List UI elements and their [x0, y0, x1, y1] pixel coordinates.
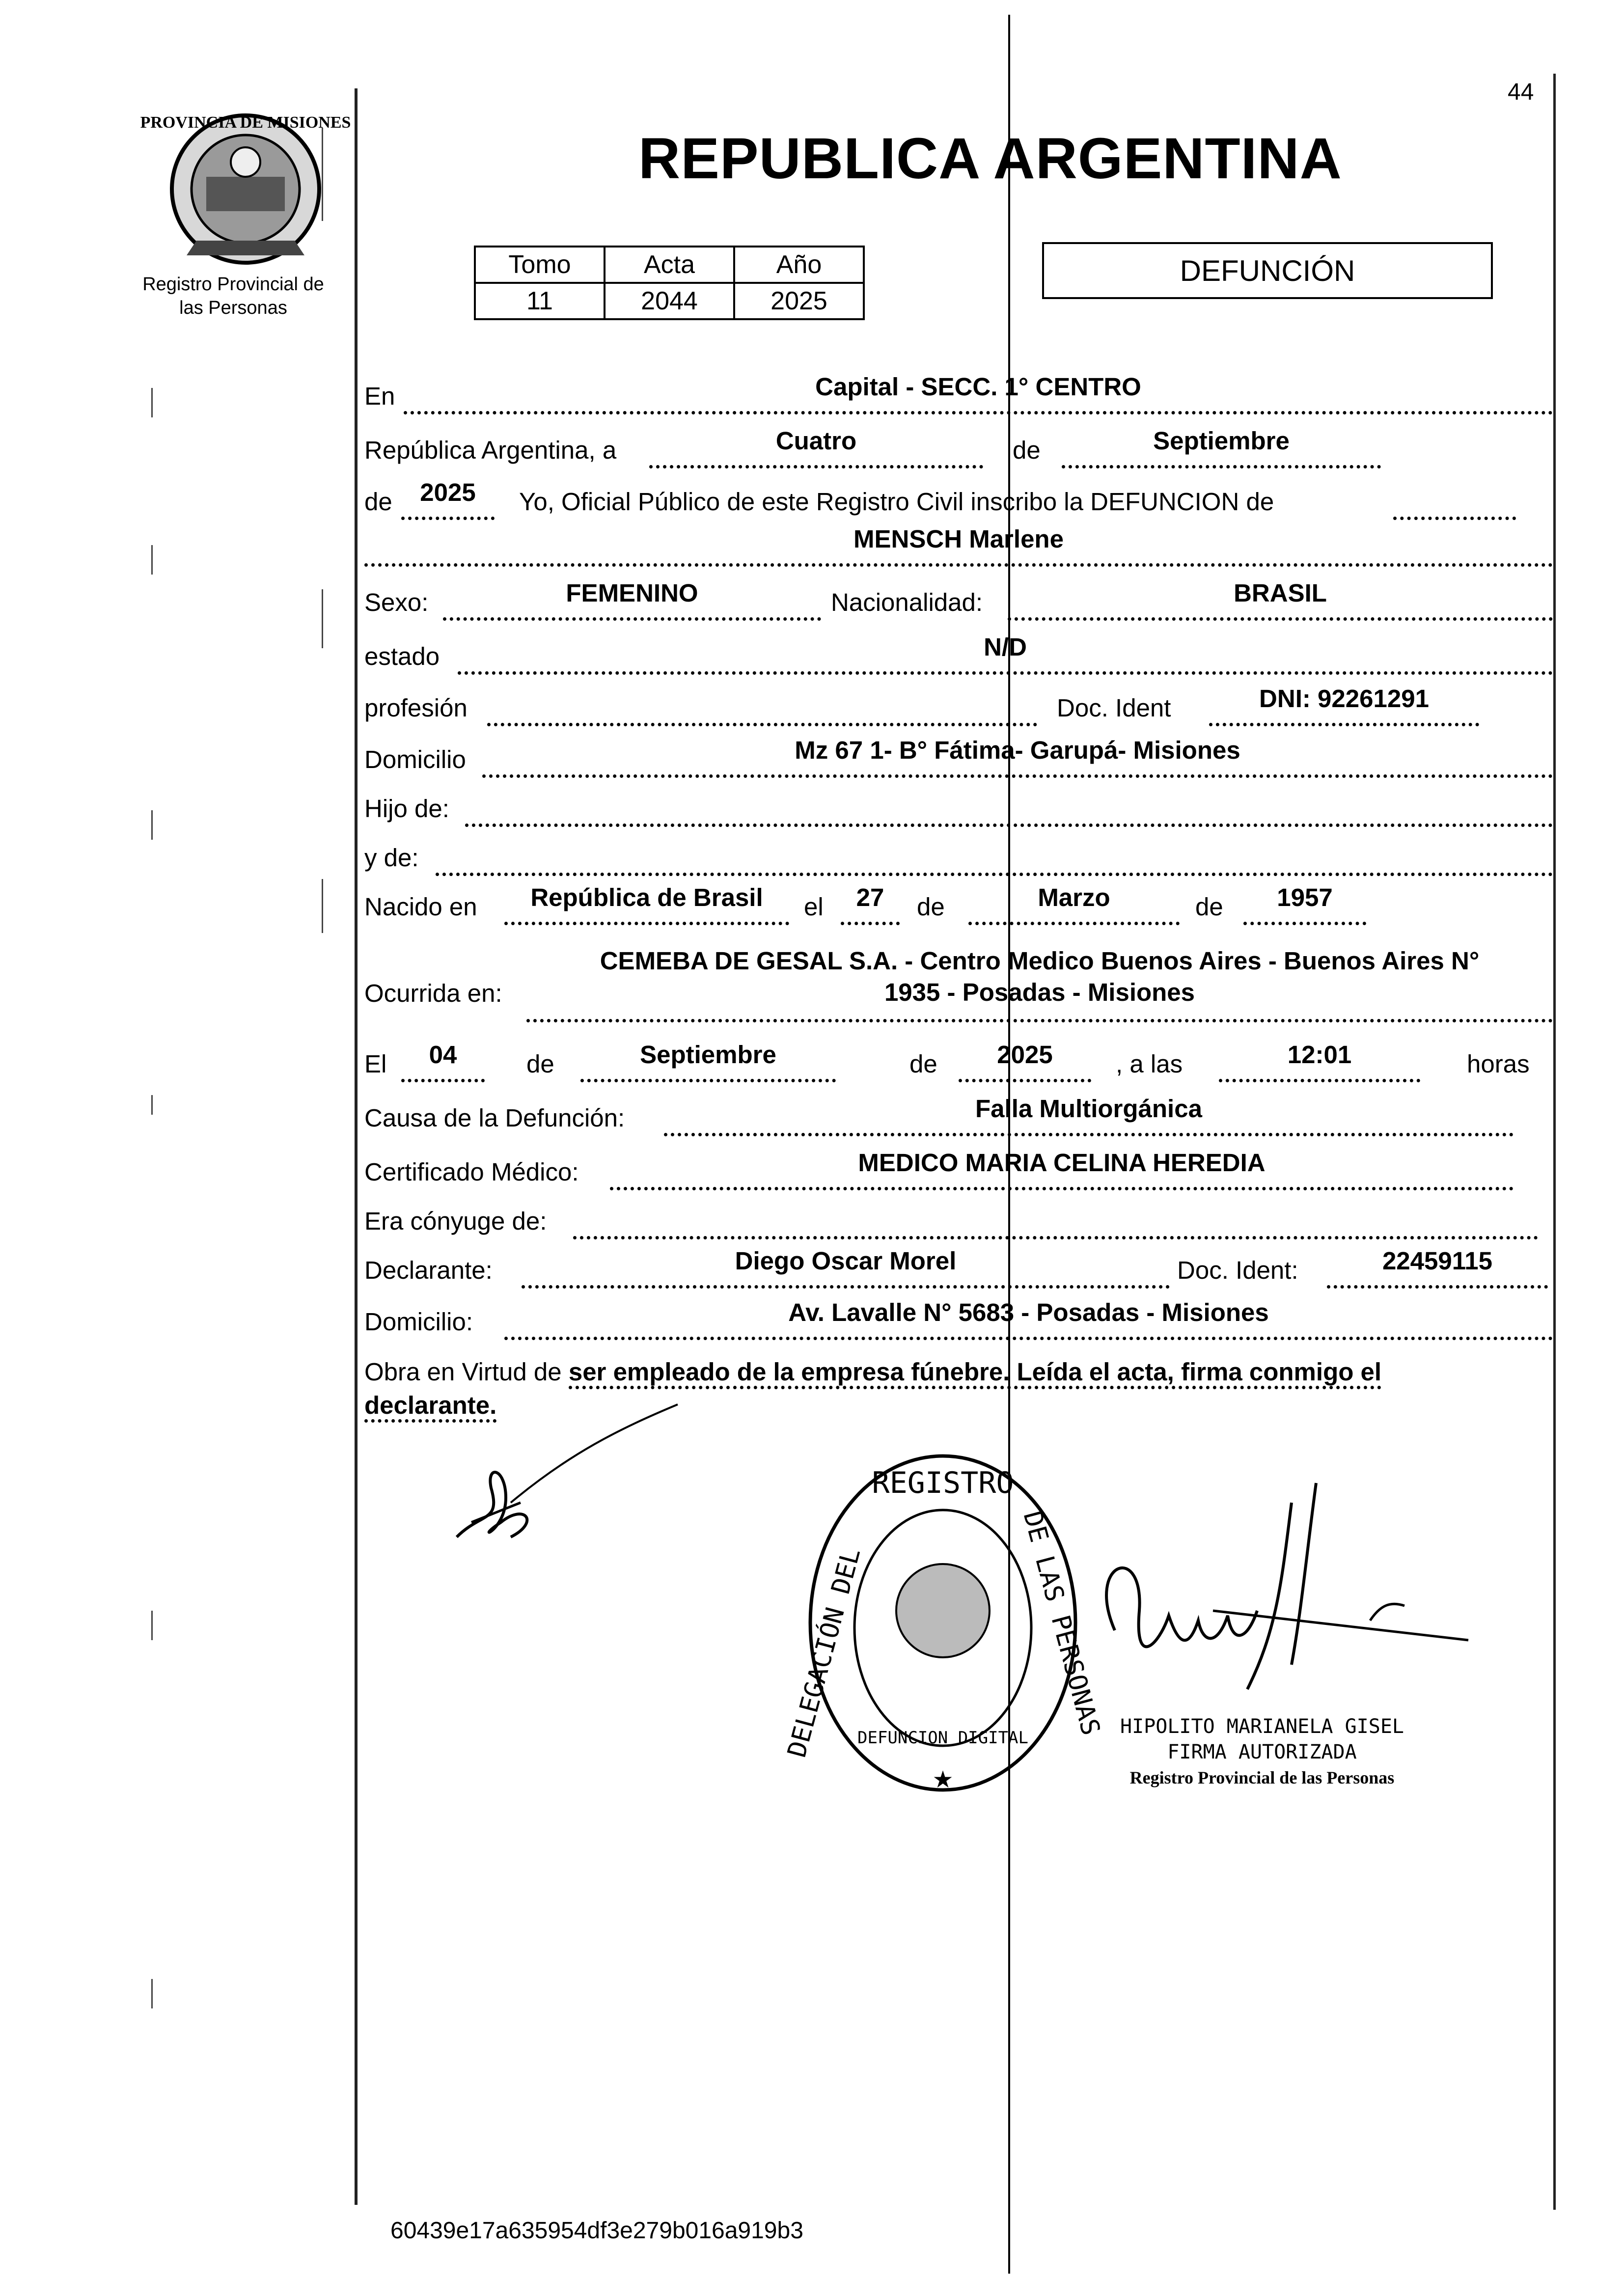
label-profesion: profesión [364, 694, 468, 722]
value-lugar: Capital - SECC. 1° CENTRO [815, 373, 1141, 401]
row-anio-oficial [364, 474, 1553, 523]
field-fecha-anio [959, 1040, 1091, 1082]
row-certificado [364, 1144, 1553, 1193]
value-ocurrida-line: 1935 - Posadas - Misiones [884, 978, 1195, 1006]
label-ocurrida-en: Ocurrida en: [364, 979, 502, 1007]
value-causa: Falla Multiorgánica [975, 1095, 1202, 1123]
label-doc-ident: Doc. Ident: [1177, 1256, 1298, 1284]
label-de: de [1195, 893, 1223, 921]
value-nac-anio: 1957 [1277, 883, 1333, 911]
field-dia [649, 426, 983, 468]
label-nacionalidad: Nacionalidad: [831, 588, 983, 616]
field-sexo [443, 578, 821, 621]
row-lugar [364, 368, 1553, 417]
value-declarante: Diego Oscar Morel [735, 1247, 957, 1275]
official-stamp [782, 1449, 1106, 1802]
value-doc: DNI: 92261291 [1259, 685, 1429, 713]
field-declarante [522, 1246, 1170, 1289]
field-anio [401, 477, 495, 520]
field-nac-dia [841, 882, 900, 925]
label-causa: Causa de la Defunción: [364, 1104, 625, 1132]
label-horas: horas [1467, 1050, 1530, 1078]
row-fecha-defuncion [364, 1036, 1553, 1085]
label-de: de [364, 488, 392, 516]
acta-header: Acta [605, 247, 734, 283]
label-declarante: Declarante: [364, 1256, 493, 1284]
margin-mark [151, 1095, 153, 1115]
value-domicilio: Mz 67 1- B° Fátima- Garupá- Misiones [795, 736, 1240, 764]
value-domicilio-declarante: Av. Lavalle N° 5683 - Posadas - Misiones [788, 1298, 1269, 1326]
field-nacionalidad [1008, 578, 1553, 621]
field-estado [458, 632, 1553, 675]
acta-value: 2044 [605, 283, 734, 319]
field-blank [1393, 477, 1516, 520]
anio-value: 2025 [734, 283, 864, 319]
value-nac-mes: Marzo [1038, 883, 1110, 911]
row-declarante [364, 1242, 1553, 1291]
official-name: HIPOLITO MARIANELA GISEL [1120, 1715, 1404, 1738]
label-conyuge: Era cónyuge de: [364, 1207, 547, 1235]
stamp-star-icon: ★ [932, 1767, 954, 1793]
label-de: de [1013, 436, 1041, 464]
label-a-las: , a las [1116, 1050, 1183, 1078]
row-estado [364, 629, 1553, 678]
label-obra: Obra en Virtud de [364, 1358, 562, 1386]
value-dia: Cuatro [775, 427, 857, 455]
label-el: el [804, 893, 824, 921]
field-mes [1062, 426, 1381, 468]
tomo-header: Tomo [475, 247, 605, 283]
field-profesion [487, 684, 1037, 726]
row-fallecido [364, 521, 1553, 570]
left-margin-rule [355, 88, 358, 2205]
field-fecha-dia [401, 1040, 485, 1082]
value-declarante-doc: 22459115 [1382, 1247, 1493, 1275]
document-title: REPUBLICA ARGENTINA [638, 126, 1342, 191]
field-causa [664, 1094, 1514, 1136]
margin-mark [322, 879, 323, 933]
label-de: de [909, 1050, 937, 1078]
label-nacido-en: Nacido en [364, 893, 477, 921]
provincial-seal [140, 108, 351, 270]
label-yo-oficial: Yo, Oficial Público de este Registro Civil inscribo la DEFUNCION de [519, 488, 1274, 516]
row-domicilio-declarante [364, 1294, 1553, 1343]
official-org: Registro Provincial de las Personas [1129, 1768, 1395, 1787]
field-domicilio-declarante [504, 1297, 1553, 1340]
stamp-text-top: REGISTRO [872, 1466, 1014, 1500]
label-hijo-de: Hijo de: [364, 795, 449, 823]
issuer-caption-line: las Personas [179, 298, 287, 318]
field-domicilio [482, 735, 1553, 778]
margin-mark [151, 810, 153, 840]
official-role: FIRMA AUTORIZADA [1167, 1741, 1357, 1763]
field-ocurrida-underline [526, 1019, 1553, 1022]
misiones-seal-icon [140, 108, 351, 270]
row-ocurrida [364, 945, 1553, 1034]
row-profesion [364, 680, 1553, 729]
stamp-text-inner: DEFUNCION DIGITAL [857, 1728, 1028, 1748]
value-anio: 2025 [420, 478, 476, 506]
value-fecha-dia: 04 [429, 1041, 457, 1069]
field-y-de [436, 833, 1553, 876]
value-obra-end: declarante. [364, 1391, 496, 1423]
label-domicilio: Domicilio [364, 745, 466, 773]
value-fecha-mes: Septiembre [640, 1041, 776, 1069]
field-declarante-doc [1327, 1246, 1548, 1289]
field-hora [1219, 1040, 1420, 1082]
official-signature [1085, 1483, 1488, 1719]
margin-mark [151, 1979, 153, 2008]
value-fallecido: MENSCH Marlene [853, 525, 1064, 553]
record-type-box: DEFUNCIÓN [1042, 242, 1493, 299]
value-estado: N/D [984, 633, 1027, 661]
row-y-de [364, 830, 1553, 879]
field-hijo-de [465, 784, 1553, 827]
document-hash: 60439e17a635954df3e279b016a919b3 [390, 2218, 803, 2244]
value-ocurrida-line: CEMEBA DE GESAL S.A. - Centro Medico Buenos Aires - Buenos Aires N° [600, 947, 1480, 975]
value-sexo: FEMENINO [566, 579, 698, 607]
value-certificado: MEDICO MARIA CELINA HEREDIA [858, 1149, 1266, 1177]
margin-mark [151, 388, 153, 417]
margin-mark [151, 545, 153, 575]
issuer-caption-line: Registro Provincial de [142, 274, 324, 295]
field-nac-anio [1243, 882, 1366, 925]
label-certificado: Certificado Médico: [364, 1158, 579, 1186]
stamp-text-left: DELEGACIÓN DEL [782, 1545, 867, 1761]
label-de: de [917, 893, 945, 921]
label-doc-ident: Doc. Ident [1057, 694, 1171, 722]
label-republica-a: República Argentina, a [364, 436, 617, 464]
row-conyuge [364, 1193, 1553, 1242]
value-nac-dia: 27 [856, 883, 884, 911]
value-fecha-anio: 2025 [997, 1041, 1053, 1069]
row-causa [364, 1090, 1553, 1139]
field-fecha-mes [580, 1040, 836, 1082]
margin-mark [322, 589, 323, 648]
row-sexo [364, 575, 1553, 624]
row-fecha-acta [364, 422, 1553, 471]
value-ocurrida [526, 945, 1553, 1008]
field-nac-mes [968, 882, 1180, 925]
value-hora: 12:01 [1287, 1041, 1352, 1069]
right-margin-rule [1553, 74, 1556, 2210]
value-nacionalidad: BRASIL [1234, 579, 1327, 607]
field-conyuge [573, 1197, 1538, 1239]
tomo-value: 11 [475, 283, 605, 319]
declarant-signature [442, 1375, 737, 1571]
label-en: En [364, 382, 395, 410]
value-mes: Septiembre [1153, 427, 1290, 455]
field-lugar [404, 372, 1553, 414]
label-y-de: y de: [364, 844, 419, 872]
label-estado: estado [364, 642, 440, 670]
field-nacido-en [504, 882, 789, 925]
label-de: de [526, 1050, 554, 1078]
seal-text: PROVINCIA DE MISIONES [140, 113, 351, 132]
row-nacimiento [364, 879, 1553, 928]
issuer-caption [123, 273, 344, 320]
label-el-cap: El [364, 1050, 387, 1078]
page-number: 44 [1508, 79, 1534, 105]
field-fallecido [364, 524, 1553, 567]
record-reference-table [474, 246, 865, 320]
field-certificado [610, 1148, 1514, 1190]
official-stamp-text [1100, 1714, 1424, 1790]
label-sexo: Sexo: [364, 588, 429, 616]
value-nacido-en: República de Brasil [530, 883, 763, 911]
margin-mark [151, 1611, 153, 1640]
anio-header: Año [734, 247, 864, 283]
stamp-text-right: DE LAS PERSONAS [1017, 1508, 1106, 1739]
row-hijo-de [364, 781, 1553, 830]
row-domicilio [364, 732, 1553, 781]
value-obra: ser empleado de la empresa fúnebre. Leída el acta, firma conmigo el [569, 1358, 1381, 1389]
field-doc [1209, 684, 1479, 726]
label-domicilio: Domicilio: [364, 1308, 473, 1336]
